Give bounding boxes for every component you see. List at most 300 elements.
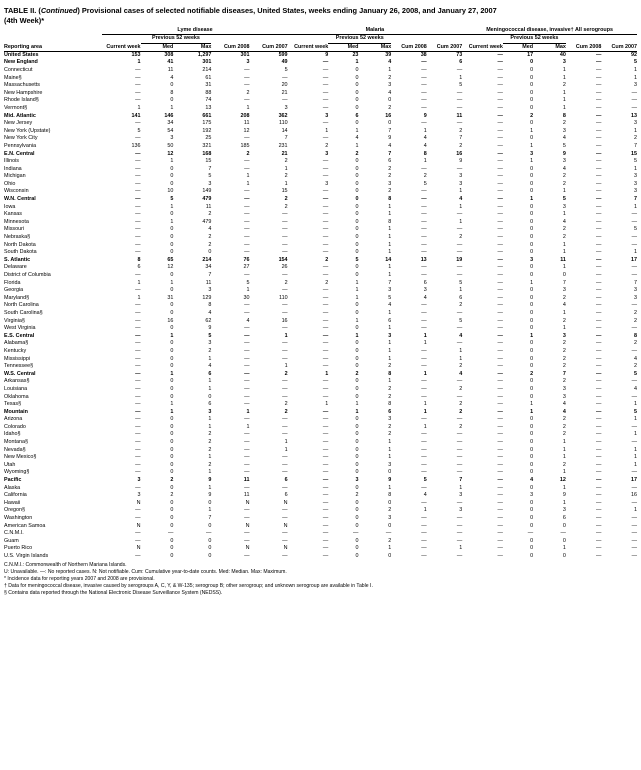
row-cell: 2 <box>562 82 566 89</box>
row-cell: — <box>595 142 602 149</box>
row-cell: 479 <box>202 196 212 203</box>
row-cell: — <box>421 66 427 73</box>
row-cell: 3 <box>208 340 212 347</box>
row-cell: 40 <box>559 51 566 58</box>
row-cell: 2 <box>246 150 250 157</box>
row-cell: — <box>421 188 427 195</box>
row-cell: 3 <box>423 287 427 294</box>
row-cell: 0 <box>170 416 174 423</box>
row-cell: 0 <box>530 317 534 324</box>
row-cell: 0 <box>530 249 534 256</box>
row-cell: — <box>244 211 250 218</box>
row-cell: — <box>421 241 427 248</box>
row-cell: 0 <box>530 82 534 89</box>
row-cell: — <box>595 363 602 370</box>
row-cell: 661 <box>202 112 212 119</box>
row-cell: 0 <box>170 173 174 180</box>
row-cell: — <box>244 165 250 172</box>
row-cell: — <box>595 264 602 271</box>
row-area-label: Massachusetts <box>4 82 40 89</box>
row-cell: — <box>421 431 427 438</box>
row-cell: — <box>456 309 463 316</box>
row-cell: 5 <box>634 408 637 415</box>
row-cell: — <box>244 385 250 392</box>
row-cell: 0 <box>355 272 359 279</box>
table-body <box>4 51 637 560</box>
row-cell: — <box>595 423 602 430</box>
row-cell: 16 <box>281 317 288 324</box>
row-cell: — <box>456 89 463 96</box>
row-cell: — <box>456 515 463 522</box>
row-cell: — <box>595 507 602 514</box>
row-cell: 2 <box>562 294 566 301</box>
row-cell: — <box>421 218 427 225</box>
row-cell: — <box>282 249 288 256</box>
row-cell: 4 <box>562 408 566 415</box>
row-cell: — <box>497 325 503 332</box>
row-cell: — <box>497 234 503 241</box>
row-cell: 1 <box>355 287 359 294</box>
table-row <box>4 181 637 189</box>
row-cell: — <box>497 120 503 127</box>
row-area-label: Connecticut <box>4 66 33 73</box>
table-row <box>4 348 637 356</box>
row-cell: 1 <box>246 287 250 294</box>
row-cell: — <box>456 378 463 385</box>
row-cell: — <box>244 537 250 544</box>
table-row <box>4 234 637 242</box>
row-cell: — <box>631 234 637 241</box>
row-cell: 3 <box>459 492 463 499</box>
row-cell: — <box>595 332 602 339</box>
row-cell: — <box>497 499 503 506</box>
table-row <box>4 59 637 67</box>
row-cell: — <box>322 385 329 392</box>
col-malaria-max: Max <box>358 43 391 51</box>
row-area-label: Puerto Rico <box>4 545 33 552</box>
row-cell: 0 <box>355 241 359 248</box>
row-cell: 3 <box>208 408 212 415</box>
row-cell: — <box>322 492 329 499</box>
row-cell: — <box>244 234 250 241</box>
row-cell: 0 <box>170 309 174 316</box>
row-cell: — <box>282 226 288 233</box>
row-area-label: Missouri <box>4 226 25 233</box>
row-cell: 0 <box>530 165 534 172</box>
row-cell: 2 <box>388 423 392 430</box>
row-cell: — <box>322 363 329 370</box>
row-area-label: Kentucky <box>4 347 27 354</box>
row-cell: — <box>631 469 637 476</box>
row-cell: 0 <box>530 241 534 248</box>
row-cell: — <box>421 302 427 309</box>
row-cell: 1 <box>562 241 566 248</box>
row-cell: 7 <box>388 150 392 157</box>
row-cell: 4 <box>562 401 566 408</box>
row-cell: 7 <box>634 279 637 286</box>
row-cell: 2 <box>284 408 288 415</box>
row-cell: — <box>244 363 250 370</box>
row-area-label: Arkansas§ <box>4 378 30 385</box>
row-cell: — <box>595 294 602 301</box>
row-cell: — <box>282 287 288 294</box>
row-cell: — <box>497 89 503 96</box>
row-cell: 7 <box>388 127 392 134</box>
row-cell: 1 <box>562 66 566 73</box>
row-cell: 0 <box>355 537 359 544</box>
row-cell: 0 <box>170 537 174 544</box>
row-cell: 4 <box>423 492 427 499</box>
row-cell: — <box>631 211 637 218</box>
row-area-label: Arizona <box>4 416 23 423</box>
col-reporting-area: Reporting area <box>4 43 102 51</box>
row-cell: 0 <box>388 469 392 476</box>
row-cell: 2 <box>208 439 212 446</box>
row-cell: 0 <box>355 431 359 438</box>
row-cell: 5 <box>562 142 566 149</box>
previous52-header-row <box>4 35 637 43</box>
row-cell: 2 <box>634 317 637 324</box>
row-cell: 6 <box>208 370 212 377</box>
row-cell: 0 <box>355 347 359 354</box>
row-cell: — <box>595 120 602 127</box>
row-cell: — <box>595 196 602 203</box>
row-cell: 19 <box>456 256 463 263</box>
row-area-label: Ohio <box>4 180 16 187</box>
column-header-row <box>4 43 637 51</box>
row-cell: — <box>244 347 250 354</box>
row-cell: 5 <box>388 294 392 301</box>
row-cell: 0 <box>170 226 174 233</box>
row-cell: — <box>322 469 329 476</box>
row-cell: — <box>322 234 329 241</box>
row-cell: 1 <box>562 545 566 552</box>
row-cell: — <box>497 150 503 157</box>
row-cell: 0 <box>530 439 534 446</box>
row-cell: 9 <box>388 477 392 484</box>
row-cell: 136 <box>131 142 141 149</box>
row-cell: 54 <box>167 127 174 134</box>
row-cell: — <box>135 196 141 203</box>
row-cell: — <box>421 211 427 218</box>
row-cell: 13 <box>420 256 427 263</box>
row-cell: — <box>631 97 637 104</box>
row-cell: 1 <box>388 355 392 362</box>
row-cell: — <box>322 294 329 301</box>
row-cell: — <box>421 484 427 491</box>
row-cell: — <box>421 89 427 96</box>
row-cell: 0 <box>355 104 359 111</box>
row-cell: 1 <box>530 401 534 408</box>
row-cell: 2 <box>423 173 427 180</box>
row-cell: 1 <box>208 484 212 491</box>
row-cell: — <box>595 522 602 529</box>
row-cell: 3 <box>562 203 566 210</box>
row-cell: — <box>244 515 250 522</box>
row-cell: 0 <box>355 218 359 225</box>
row-cell: 3 <box>246 59 250 66</box>
row-cell: 231 <box>278 142 288 149</box>
row-area-label: Maryland§ <box>4 294 30 301</box>
row-cell: 0 <box>355 89 359 96</box>
row-cell: 110 <box>278 294 288 301</box>
row-cell: — <box>595 552 602 559</box>
row-cell: 362 <box>278 112 288 119</box>
row-cell: — <box>497 454 503 461</box>
row-cell: 0 <box>562 552 566 559</box>
row-cell: 49 <box>281 59 288 66</box>
row-cell: 6 <box>388 158 392 165</box>
table-row <box>4 530 637 538</box>
row-cell: 74 <box>205 97 212 104</box>
row-cell: 0 <box>355 226 359 233</box>
group-meningococcal: Meningococcal disease, invasive† All serogroups <box>462 27 637 35</box>
row-cell: 3 <box>325 180 329 187</box>
row-cell: 1 <box>388 226 392 233</box>
row-cell: 4 <box>423 142 427 149</box>
row-cell: 2 <box>459 234 463 241</box>
row-area-label: Oregon§ <box>4 507 25 514</box>
row-cell: 0 <box>170 272 174 279</box>
row-cell: 1 <box>423 370 427 377</box>
row-cell: — <box>135 325 141 332</box>
row-cell: 5 <box>208 332 212 339</box>
row-cell: 3 <box>388 180 392 187</box>
row-cell: 7 <box>208 165 212 172</box>
row-cell: 154 <box>278 256 288 263</box>
row-cell: 0 <box>355 180 359 187</box>
row-cell: 0 <box>530 287 534 294</box>
row-cell: 2 <box>562 180 566 187</box>
row-cell: 0 <box>530 393 534 400</box>
row-cell: 2 <box>388 363 392 370</box>
row-cell: — <box>595 325 602 332</box>
row-cell: 1 <box>284 332 288 339</box>
row-cell: 0 <box>170 180 174 187</box>
footnote-3: † Data for meningococcal disease, invasive caused by serogroups A, C, Y, & W-135; serogroup B; other serogroup; and unknown serogroup are available in Table I. <box>4 583 373 590</box>
row-cell: 0 <box>170 469 174 476</box>
row-cell: — <box>456 120 463 127</box>
row-cell: 7 <box>562 370 566 377</box>
row-cell: — <box>244 378 250 385</box>
row-cell: — <box>497 82 503 89</box>
row-cell: 0 <box>530 446 534 453</box>
row-cell: 1 <box>634 431 637 438</box>
row-cell: 1 <box>388 439 392 446</box>
row-cell: 11 <box>205 279 212 286</box>
row-cell: 3 <box>562 287 566 294</box>
row-cell: 11 <box>167 66 174 73</box>
row-cell: 0 <box>208 393 212 400</box>
row-cell: — <box>322 484 329 491</box>
row-cell: — <box>456 431 463 438</box>
row-cell: — <box>497 127 503 134</box>
row-cell: 2 <box>208 211 212 218</box>
row-cell: — <box>244 340 250 347</box>
row-cell: — <box>421 226 427 233</box>
row-area-label: Alabama§ <box>4 340 29 347</box>
row-cell: — <box>282 355 288 362</box>
row-cell: 2 <box>562 355 566 362</box>
row-cell: 2 <box>325 256 329 263</box>
row-cell: 0 <box>355 234 359 241</box>
row-cell: 1 <box>170 401 174 408</box>
row-cell: 0 <box>530 294 534 301</box>
row-cell: 0 <box>170 522 174 529</box>
row-cell: — <box>322 378 329 385</box>
row-cell: 0 <box>530 226 534 233</box>
row-cell: 2 <box>388 104 392 111</box>
row-cell: 0 <box>170 302 174 309</box>
row-cell: 0 <box>530 120 534 127</box>
row-cell: — <box>244 552 250 559</box>
row-cell: 17 <box>631 256 637 263</box>
row-cell: — <box>497 347 503 354</box>
row-cell: 1 <box>530 332 534 339</box>
row-cell: 5 <box>284 66 288 73</box>
row-cell: 1 <box>388 454 392 461</box>
row-cell: 2 <box>562 431 566 438</box>
row-cell: 1 <box>423 158 427 165</box>
row-cell: — <box>322 317 329 324</box>
row-cell: — <box>135 203 141 210</box>
row-cell: — <box>497 431 503 438</box>
row-cell: — <box>244 461 250 468</box>
row-cell: 1 <box>388 340 392 347</box>
row-cell: 0 <box>530 104 534 111</box>
row-cell: 2 <box>459 302 463 309</box>
row-cell: 0 <box>170 385 174 392</box>
row-cell: 1 <box>562 325 566 332</box>
row-cell: — <box>282 218 288 225</box>
row-cell: 4 <box>459 196 463 203</box>
row-cell: N <box>245 522 250 529</box>
row-cell: 9 <box>388 135 392 142</box>
row-cell: — <box>135 89 141 96</box>
row-cell: 185 <box>240 142 250 149</box>
row-cell: 21 <box>281 150 288 157</box>
row-cell: 0 <box>530 340 534 347</box>
row-cell: 3 <box>388 416 392 423</box>
row-cell: — <box>282 393 288 400</box>
title-line2: (4th Week)* <box>4 15 45 25</box>
row-cell: — <box>595 89 602 96</box>
row-cell: — <box>497 59 503 66</box>
row-cell: 1 <box>246 104 250 111</box>
row-cell: 6 <box>459 294 463 301</box>
row-cell: 12 <box>243 127 250 134</box>
row-cell: — <box>282 416 288 423</box>
row-cell: — <box>421 439 427 446</box>
row-cell: 2 <box>530 112 534 119</box>
row-area-label: Montana§ <box>4 439 28 446</box>
row-area-label: South Dakota <box>4 249 37 256</box>
table-row <box>4 67 637 75</box>
row-area-label: Pacific <box>4 477 22 484</box>
row-cell: 0 <box>170 507 174 514</box>
row-cell: 0 <box>170 545 174 552</box>
row-cell: 14 <box>385 256 392 263</box>
row-cell: — <box>421 234 427 241</box>
row-cell: — <box>595 317 602 324</box>
row-cell: 0 <box>355 120 359 127</box>
row-cell: 3 <box>170 135 174 142</box>
row-area-label: Kansas <box>4 211 22 218</box>
row-cell: 34 <box>205 264 212 271</box>
row-cell: 0 <box>170 484 174 491</box>
row-cell: 8 <box>137 256 141 263</box>
col-meningococcal-max: Max <box>533 43 566 51</box>
row-cell: 1 <box>325 401 329 408</box>
row-area-label: Vermont§ <box>4 104 28 111</box>
table-row <box>4 112 637 120</box>
row-cell: — <box>456 522 463 529</box>
row-cell: — <box>167 530 174 537</box>
row-cell: — <box>135 431 141 438</box>
row-cell: 153 <box>131 51 141 58</box>
row-area-label: Pennsylvania <box>4 142 37 149</box>
row-cell: 2 <box>284 158 288 165</box>
row-cell: — <box>631 325 637 332</box>
row-cell: — <box>244 82 250 89</box>
row-cell: 16 <box>385 112 392 119</box>
row-cell: — <box>456 264 463 271</box>
row-cell: — <box>456 446 463 453</box>
row-cell: — <box>244 507 250 514</box>
title-line1-italic: Continued <box>40 6 78 15</box>
row-cell: — <box>244 97 250 104</box>
row-cell: — <box>421 309 427 316</box>
row-cell: — <box>322 522 329 529</box>
row-cell: — <box>244 272 250 279</box>
row-cell: — <box>497 66 503 73</box>
row-cell: 1 <box>423 340 427 347</box>
row-cell: 6 <box>137 264 141 271</box>
row-cell: — <box>631 89 637 96</box>
table-row <box>4 492 637 500</box>
col-lyme-med: Med <box>141 43 174 51</box>
row-cell: — <box>456 393 463 400</box>
row-cell: — <box>421 120 427 127</box>
row-cell: — <box>135 332 141 339</box>
row-cell: 1 <box>459 355 463 362</box>
row-cell: — <box>595 431 602 438</box>
row-cell: — <box>135 340 141 347</box>
table-row <box>4 378 637 386</box>
row-cell: 208 <box>240 112 250 119</box>
row-cell: — <box>282 302 288 309</box>
row-cell: — <box>282 272 288 279</box>
row-cell: — <box>631 302 637 309</box>
row-cell: 1 <box>634 446 637 453</box>
row-cell: 1 <box>170 203 174 210</box>
row-cell: 0 <box>170 165 174 172</box>
row-cell: — <box>421 104 427 111</box>
row-cell: 2 <box>459 127 463 134</box>
row-cell: 2 <box>562 378 566 385</box>
row-cell: 4 <box>423 294 427 301</box>
row-cell: 1 <box>388 325 392 332</box>
row-area-label: Wisconsin <box>4 188 29 195</box>
row-cell: 301 <box>202 59 212 66</box>
row-cell: 11 <box>243 120 250 127</box>
row-cell: — <box>595 385 602 392</box>
row-cell: 4 <box>562 165 566 172</box>
row-cell: — <box>322 507 329 514</box>
table-row <box>4 135 637 143</box>
row-cell: 1 <box>388 264 392 271</box>
row-cell: 6 <box>423 279 427 286</box>
